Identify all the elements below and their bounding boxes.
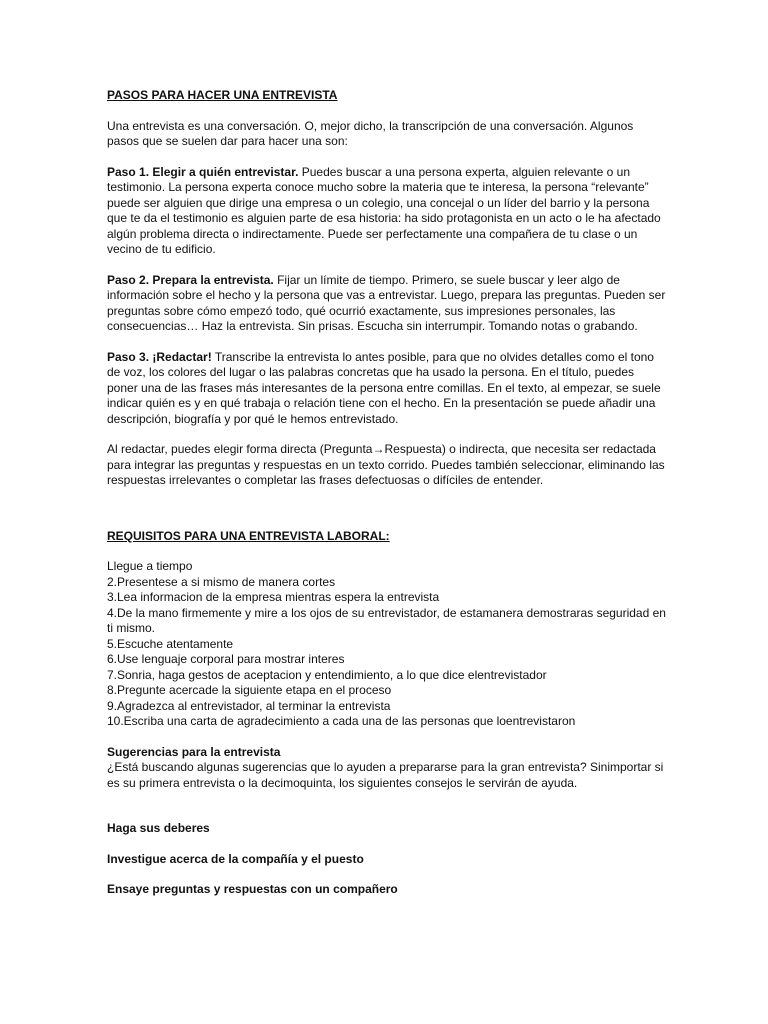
step-3-label: Paso 3. ¡Redactar! [107, 349, 212, 364]
step-3-text: Transcribe la entrevista lo antes posible, para que no olvides detalles como el tono de voz, los colores del lugar o las palabras concretas que ha usado la persona. En el título, puedes poner una de las frases más interesantes de la persona entre comillas. En el texto, al empezar, se suele indicar quién es y en qué trabaja o relación tiene con el hecho. En la presentación se puede añadir una descripción, biografía y por qué le hemos entrevistado. [107, 349, 661, 426]
list-item: 9.Agradezca al entrevistador, al terminar la entrevista [107, 698, 391, 713]
list-item: 3.Lea informacion de la empresa mientras espera la entrevista [107, 590, 440, 604]
step-1 [107, 165, 668, 258]
tip-research: Investigue acerca de la compañía y el puesto [107, 851, 364, 866]
requirements-list [107, 559, 668, 730]
list-item: 10.Escriba una carta de agradecimiento a cada una de las personas que loentrevistaron [107, 714, 576, 728]
closing-paragraph: Al redactar, puedes elegir forma directa (Pregunta→Respuesta) o indirecta, que necesita ser redactada para integrar las preguntas y respuestas en un texto corrido. Puedes también seleccionar, eliminando las respuestas irrelevantes o completar las frases defectuosas o difíciles de entender. [107, 442, 665, 487]
list-item: 2.Presentese a si mismo de manera cortes [107, 574, 336, 589]
step-2-text: Fijar un límite de tiempo. Primero, se suele buscar y leer algo de información sobre el hecho y la persona que vas a entrevistar. Luego, prepara las preguntas. Pueden ser preguntas sobre cómo empezó todo, qué ocurrió exactamente, sus impresiones personales, las consecuencias… Haz la entrevista. Sin prisas. Escucha sin interrumpir. Tomando notas o grabando. [107, 272, 666, 333]
list-item: 6.Use lenguaje corporal para mostrar interes [107, 652, 345, 666]
step-1-label: Paso 1. Elegir a quién entrevistar. [107, 164, 299, 179]
suggestions-text: ¿Está buscando algunas sugerencias que lo ayuden a prepararse para la gran entrevista? Sinimportar si es su primera entrevista o la decimoquinta, los siguientes consejos le servirán de ayuda. [107, 760, 664, 790]
interview-title: PASOS PARA HACER UNA ENTREVISTA [107, 88, 338, 102]
requirements-title: REQUISITOS PARA UNA ENTREVISTA LABORAL: [107, 528, 390, 543]
tip-rehearse: Ensaye preguntas y respuestas con un compañero [107, 882, 398, 896]
tip-homework: Haga sus deberes [107, 821, 210, 835]
interview-intro: Una entrevista es una conversación. O, mejor dicho, la transcripción de una conversación. Algunos pasos que se suelen dar para hacer una son: [107, 118, 634, 148]
list-item: 7.Sonria, haga gestos de aceptacion y entendimiento, a lo que dice elentrevistador [107, 667, 547, 682]
step-2 [107, 273, 668, 335]
list-item: Llegue a tiempo [107, 559, 193, 573]
list-item: 8.Pregunte acercade la siguiente etapa en el proceso [107, 683, 392, 697]
list-item: 4.De la mano firmemente y mire a los ojos de su entrevistador, de estamanera demostraras seguridad en ti mismo. [107, 605, 666, 635]
step-1-text: Puedes buscar a una persona experta, alguien relevante o un testimonio. La persona experta conoce mucho sobre la materia que te interesa, la persona “relevante” puede ser alguien que dirige una empresa o un colegio, una concejal o un líder del barrio y la persona que te da el testimonio es alguien parte de esa historia: ha sido protagonista en un acto o le ha afectado algún problema directa o indirectamente. Puede ser perfectamente una compañera de tu clase o un vecino de tu edificio. [107, 164, 661, 256]
step-3 [107, 350, 668, 428]
suggestions-title: Sugerencias para la entrevista [107, 744, 281, 759]
step-2-label: Paso 2. Prepara la entrevista. [107, 272, 274, 287]
list-item: 5.Escuche atentamente [107, 636, 234, 651]
